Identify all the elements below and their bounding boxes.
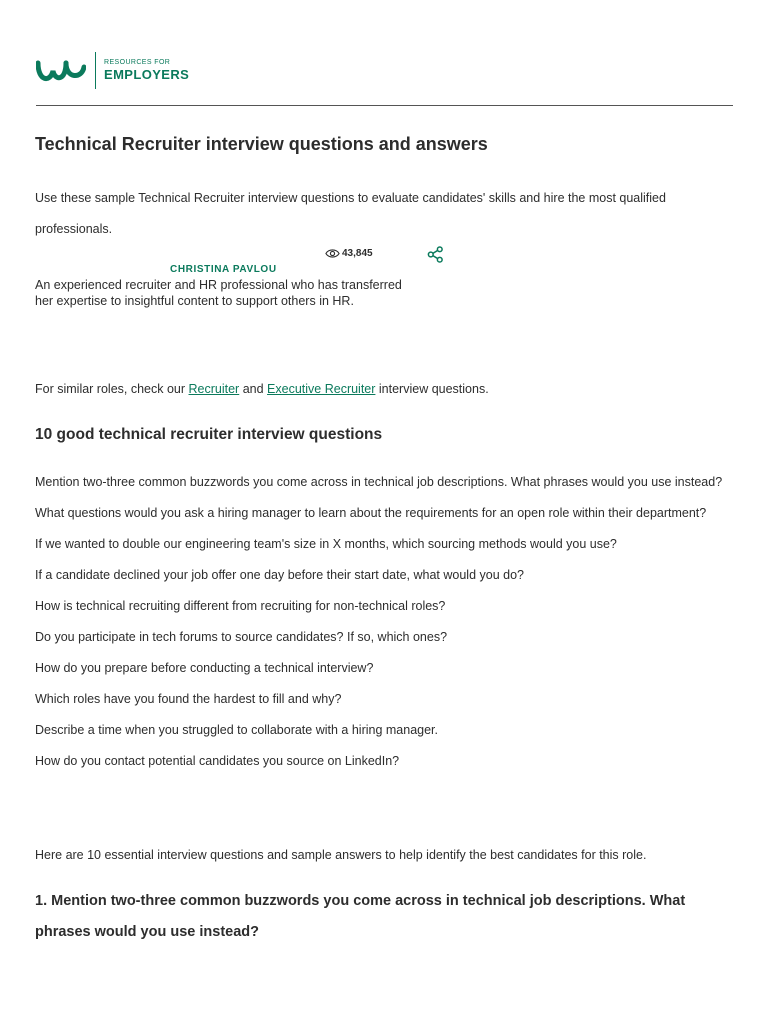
page-title: Technical Recruiter interview questions and answers — [35, 134, 488, 154]
share-icon[interactable] — [427, 246, 444, 263]
view-count-value: 43,845 — [342, 248, 373, 259]
questions-list — [35, 467, 725, 777]
logo-tagline: RESOURCES FOR — [104, 59, 171, 66]
eye-icon — [325, 246, 340, 261]
article-intro: Use these sample Technical Recruiter interview questions to evaluate candidates' skills and hire the most qualified professionals. — [35, 191, 666, 236]
logo-wordmark[interactable]: EMPLOYERS — [104, 67, 190, 82]
similar-roles-middle: and — [239, 382, 268, 396]
question-item: If we wanted to double our engineering team's size in X months, which sourcing methods would you use? — [35, 537, 617, 551]
author-name[interactable]: CHRISTINA PAVLOU — [170, 264, 277, 275]
question-item: Do you participate in tech forums to source candidates? If so, which ones? — [35, 630, 448, 644]
logo-divider — [95, 52, 96, 89]
executive-recruiter-link[interactable]: Executive Recruiter — [267, 382, 376, 396]
question-item: Which roles have you found the hardest to fill and why? — [35, 692, 342, 706]
view-count — [325, 246, 373, 261]
answer-heading-1: 1. Mention two-three common buzzwords you come across in technical job descriptions. What phrases would you use instead? — [35, 893, 686, 940]
question-item: If a candidate declined your job offer one day before their start date, what would you do? — [35, 568, 524, 582]
similar-roles-prefix: For similar roles, check our — [35, 382, 189, 396]
question-item: Mention two-three common buzzwords you come across in technical job descriptions. What phrases would you use instead? — [35, 475, 723, 489]
similar-roles-suffix: interview questions. — [375, 382, 489, 396]
recruiter-link[interactable]: Recruiter — [188, 382, 240, 396]
similar-roles-text — [35, 374, 489, 405]
header-divider — [36, 105, 733, 106]
question-item: What questions would you ask a hiring manager to learn about the requirements for an open role within their department? — [35, 506, 707, 520]
questions-heading: 10 good technical recruiter interview questions — [35, 426, 383, 443]
question-item: How is technical recruiting different from recruiting for non-technical roles? — [35, 599, 446, 613]
answers-intro: Here are 10 essential interview questions and sample answers to help identify the best candidates for this role. — [35, 848, 647, 862]
question-item: Describe a time when you struggled to collaborate with a hiring manager. — [35, 723, 438, 737]
author-bio: An experienced recruiter and HR professional who has transferred her expertise to insightful content to support others in HR. — [35, 278, 402, 308]
workable-logo-icon[interactable] — [36, 55, 86, 87]
question-item: How do you contact potential candidates you source on LinkedIn? — [35, 754, 400, 768]
question-item: How do you prepare before conducting a technical interview? — [35, 661, 374, 675]
